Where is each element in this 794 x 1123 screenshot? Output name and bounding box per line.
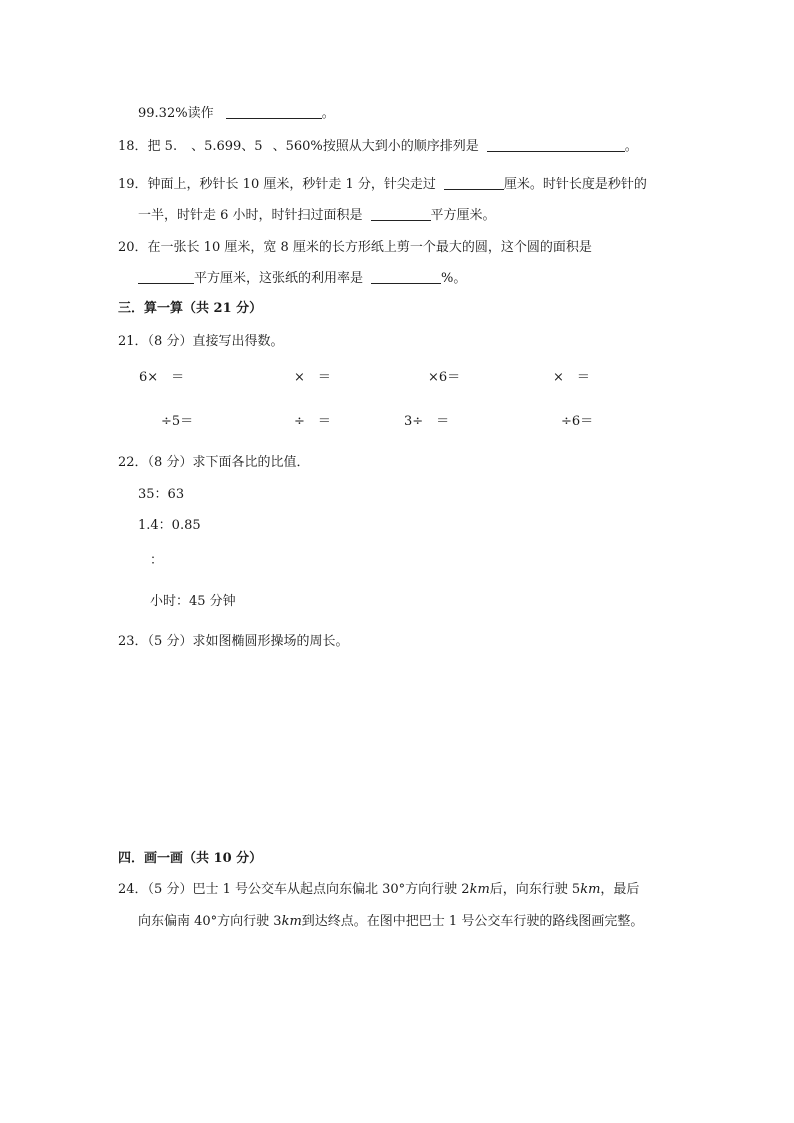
- q24-unit-km-1: km: [469, 882, 490, 897]
- question-20-line-2: [138, 271, 466, 287]
- q22-item-2: 1.4：0.85: [138, 518, 201, 533]
- q19-blank-1[interactable]: [444, 177, 504, 190]
- q24-text-a: （5 分）巴士 1 号公交车从起点向东偏北 30°方向行驶 2: [147, 882, 470, 897]
- q23-text: （5 分）求如图椭圆形操场的周长。: [147, 634, 349, 649]
- section-3-title: 三．算一算（共 21 分）: [118, 301, 263, 316]
- q24-number: 24．: [118, 882, 148, 897]
- question-19-line-1: [118, 177, 647, 193]
- q21-number: 21．: [118, 334, 148, 349]
- q24-unit-km-3: km: [281, 914, 302, 929]
- section-4-title: 四．画一画（共 10 分）: [118, 851, 263, 866]
- q21-row1-item2: × ＝: [294, 370, 331, 385]
- q18-suffix: 。: [624, 139, 638, 154]
- q18-number: 18．: [118, 139, 148, 154]
- q21-text: （8 分）直接写出得数。: [147, 334, 284, 349]
- q22-item-4: 小时：45 分钟: [150, 594, 236, 609]
- q21-row2-item3: 3÷ ＝: [404, 414, 450, 429]
- q18-text-c: 、560%按照从大到小的顺序排列是: [272, 139, 479, 154]
- q20-text-b: 平方厘米，这张纸的利用率是: [194, 271, 364, 286]
- q18-text-b: 、5.699、5: [191, 139, 263, 154]
- question-24-line-2: [138, 914, 643, 930]
- question-19-line-2: [138, 208, 496, 224]
- q20-text-c: %。: [441, 271, 467, 286]
- q24-text-d: 向东偏南 40°方向行驶 3: [138, 914, 282, 929]
- q17-answer-blank[interactable]: [226, 106, 322, 119]
- q19-text-b: 厘米。时针长度是秒针的: [503, 177, 647, 192]
- q21-row2-item2: ÷ ＝: [294, 414, 331, 429]
- q21-row2-item1: ÷5＝: [161, 414, 194, 429]
- q19-text-a: 钟面上，秒针长 10 厘米，秒针走 1 分，针尖走过: [147, 177, 436, 192]
- question-22: [118, 455, 309, 471]
- q20-blank-1[interactable]: [138, 271, 194, 284]
- q24-text-b: 后，向东行驶 5: [489, 882, 581, 897]
- q21-row1-item1: 6× ＝: [139, 370, 185, 385]
- q19-blank-2[interactable]: [371, 208, 431, 221]
- q22-item-1: 35：63: [138, 487, 185, 502]
- q17-text: 99.32%读作: [138, 106, 214, 121]
- q20-blank-2[interactable]: [371, 271, 441, 284]
- q23-number: 23．: [118, 634, 148, 649]
- question-20-line-1: [118, 240, 592, 256]
- q20-text-a: 在一张长 10 厘米，宽 8 厘米的长方形纸上剪一个最大的圆，这个圆的面积是: [147, 240, 592, 255]
- q21-row1-item4: × ＝: [553, 370, 590, 385]
- q18-answer-blank[interactable]: [487, 139, 625, 152]
- q19-number: 19．: [118, 177, 148, 192]
- question-18: [118, 139, 638, 155]
- q17-answer-line: [138, 106, 335, 122]
- q24-text-c: ，最后: [600, 882, 640, 897]
- question-21: [118, 334, 283, 350]
- q21-row2-item4: ÷6＝: [561, 414, 594, 429]
- q20-number: 20．: [118, 240, 148, 255]
- q17-suffix: 。: [321, 106, 335, 121]
- q24-unit-km-2: km: [580, 882, 601, 897]
- question-23: [118, 634, 348, 650]
- q21-row1-item3: ×6＝: [428, 370, 461, 385]
- question-24-line-1: [118, 882, 639, 898]
- q18-text-a: 把 5.: [147, 139, 178, 154]
- q19-text-c: 一半，时针走 6 小时，时针扫过面积是: [138, 208, 363, 223]
- q24-text-e: 到达终点。在图中把巴士 1 号公交车行驶的路线图画完整。: [301, 914, 644, 929]
- q19-text-d: 平方厘米。: [430, 208, 496, 223]
- q22-item-3: ：: [150, 553, 164, 568]
- q22-text: （8 分）求下面各比的比值．: [147, 455, 310, 470]
- q22-number: 22．: [118, 455, 148, 470]
